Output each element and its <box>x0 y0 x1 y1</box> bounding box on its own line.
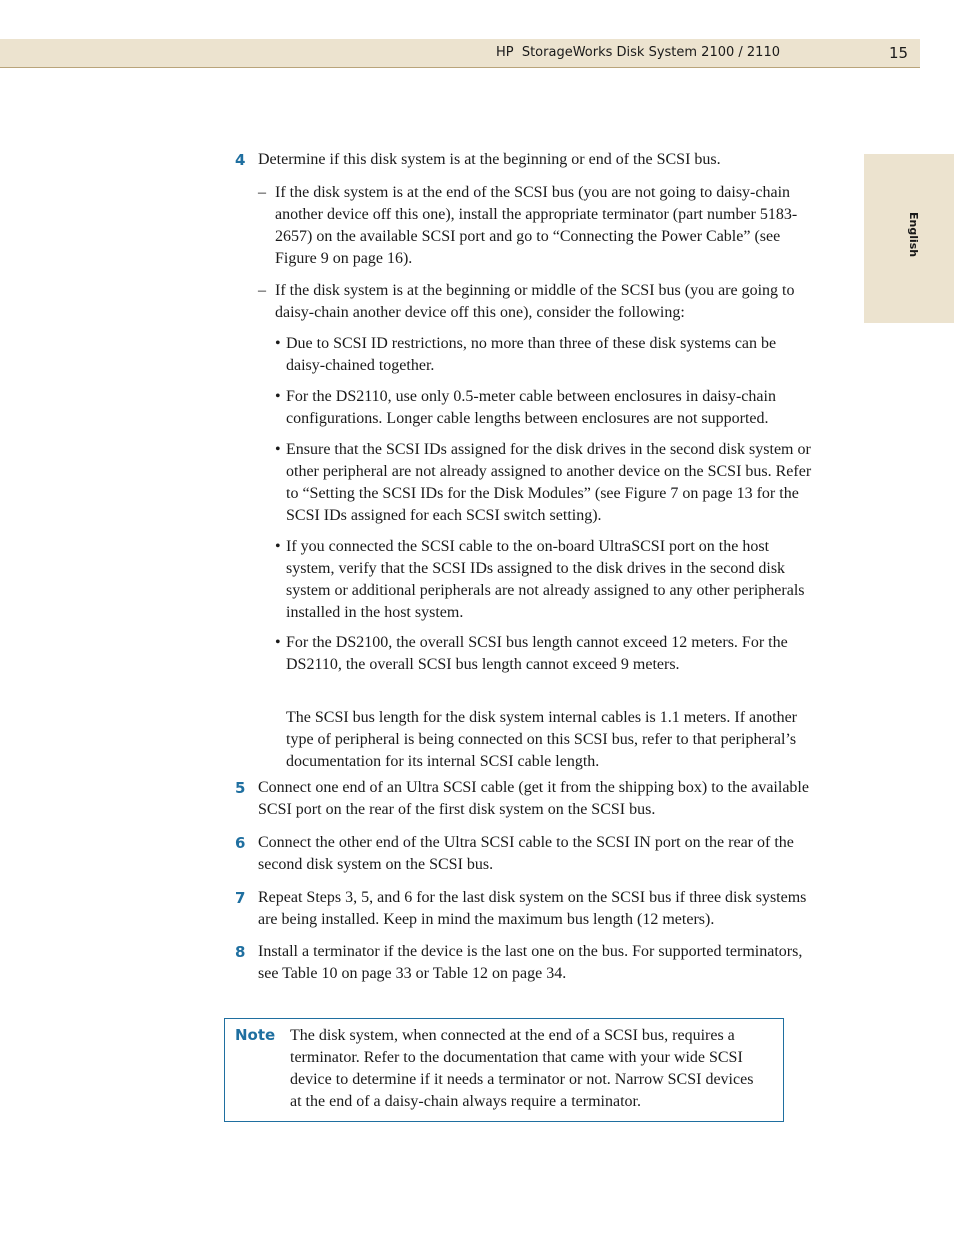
bullet-item <box>275 386 816 430</box>
step-text: Connect one end of an Ultra SCSI cable (get it from the shipping box) to the available SCSI port on the rear of the first disk system on the SCSI bus. <box>258 779 809 818</box>
dash-marker: – <box>258 184 266 201</box>
bullet-marker: • <box>275 441 281 458</box>
language-tab <box>864 154 954 323</box>
step-item <box>235 777 818 821</box>
bullet-continuation: The SCSI bus length for the disk system internal cables is 1.1 meters. If another type of peripheral is being connected on this SCSI bus, refer to that peripheral’s documentation for its internal SCSI cable length. <box>286 709 798 770</box>
bullet-marker: • <box>275 388 281 405</box>
header-title: HP StorageWorks Disk System 2100 / 2110 <box>495 45 780 60</box>
step-number: 7 <box>235 889 246 907</box>
step-item <box>235 149 818 171</box>
bullet-item <box>275 333 816 377</box>
bullet-text: For the DS2100, the overall SCSI bus length cannot exceed 12 meters. For the DS2110, the overall SCSI bus length cannot exceed 9 meters. <box>286 634 788 673</box>
bullet-item <box>275 439 816 527</box>
bullet-marker: • <box>275 634 281 651</box>
page-header <box>0 39 920 68</box>
note-label: Note <box>235 1026 276 1044</box>
bullet-text: Due to SCSI ID restrictions, no more than three of these disk systems can be daisy-chained together. <box>286 335 777 374</box>
bullet-text: Ensure that the SCSI IDs assigned for the disk drives in the second disk system or other peripheral are not already assigned to another device on the SCSI bus. Refer to “Setting the SCSI IDs for the Disk Modules” (see Figure 7 on page 13 for the SCSI IDs assigned for each SCSI switch setting). <box>286 441 812 524</box>
step-item <box>235 941 818 985</box>
step-number: 6 <box>235 834 246 852</box>
dash-item-text: If the disk system is at the beginning or middle of the SCSI bus (you are going to daisy-chain another device off this one), consider the following: <box>275 282 795 321</box>
step-item <box>235 832 818 876</box>
dash-list-item <box>258 280 820 324</box>
dash-item-text: If the disk system is at the end of the SCSI bus (you are not going to daisy-chain another device off this one), install the appropriate terminator (part number 5183-2657) on the available SCSI port and go to “Connecting the Power Cable” (see Figure 9 on page 16). <box>275 184 798 267</box>
dash-marker: – <box>258 282 266 299</box>
step-number: 4 <box>235 151 246 169</box>
step-text: Determine if this disk system is at the beginning or end of the SCSI bus. <box>258 151 721 168</box>
page-number: 15 <box>889 44 909 62</box>
bullet-marker: • <box>275 335 281 352</box>
step-text: Repeat Steps 3, 5, and 6 for the last disk system on the SCSI bus if three disk systems are being installed. Keep in mind the maximum bus length (12 meters). <box>258 889 807 928</box>
language-tab-label: English <box>907 212 920 258</box>
step-text: Connect the other end of the Ultra SCSI cable to the SCSI IN port on the rear of the second disk system on the SCSI bus. <box>258 834 794 873</box>
bullet-item <box>275 536 816 624</box>
bullet-marker: • <box>275 538 281 555</box>
bullet-text: If you connected the SCSI cable to the on-board UltraSCSI port on the host system, verify that the SCSI IDs assigned to the disk drives in the second disk system or additional peripherals are not already assigned to any other peripherals installed in the host system. <box>286 538 805 621</box>
step-item <box>235 887 818 931</box>
bullet-text: For the DS2110, use only 0.5-meter cable between enclosures in daisy-chain configurations. Longer cable lengths between enclosures are not supported. <box>286 388 776 427</box>
step-number: 5 <box>235 779 246 797</box>
note-text: The disk system, when connected at the end of a SCSI bus, requires a terminator. Refer to the documentation that came with your wide SCSI device to determine if it needs a terminator or not. Narrow SCSI devices at the end of a daisy-chain always require a terminator. <box>290 1027 754 1110</box>
step-text: Install a terminator if the device is the last one on the bus. For supported terminators, see Table 10 on page 33 or Table 12 on page 34. <box>258 943 803 982</box>
step-number: 8 <box>235 943 246 961</box>
note-box <box>224 1018 784 1122</box>
dash-list-item <box>258 182 820 270</box>
bullet-item <box>275 632 816 676</box>
